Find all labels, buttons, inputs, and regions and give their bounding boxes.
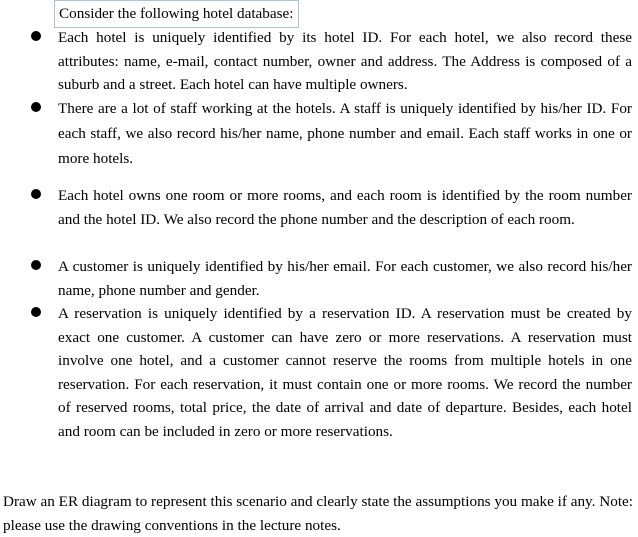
bullet-icon <box>31 31 41 41</box>
bullet-text-hotel: Each hotel is uniquely identified by its hotel ID. For each hotel, we also record these attributes: name, e-mail, contact number, owner and address. The Address is composed of a suburb and a street. Each hotel can have multiple owners. <box>58 29 632 93</box>
bullet-icon <box>31 189 41 199</box>
bullet-text-customer: A customer is uniquely identified by his/her email. For each customer, we also record his/her name, phone number and gender. <box>58 258 632 299</box>
bullet-text-room: Each hotel owns one room or more rooms, and each room is identified by the room number and the hotel ID. We also record the phone number and the description of each room. <box>58 187 632 228</box>
bullet-text-staff: There are a lot of staff working at the hotels. A staff is uniquely identified by his/her ID. For each staff, we also record his/her name, phone number and email. Each staff works in one or more hotels. <box>58 100 632 167</box>
bullet-text-reservation: A reservation is uniquely identified by a reservation ID. A reservation must be created by exact one customer. A customer can have zero or more reservations. A reservation must involve one hotel, and a customer cannot reserve the rooms from multiple hotels in one reservation. For each reservation, it must contain one or more rooms. We record the number of reserved rooms, total price, the date of arrival and date of departure. Besides, each hotel and room can be included in zero or more reservations. <box>58 305 632 440</box>
bullet-icon <box>31 260 41 270</box>
intro-text: Consider the following hotel database: <box>54 0 299 28</box>
bullet-icon <box>31 307 41 317</box>
bullet-icon <box>31 102 41 112</box>
closing-instruction: Draw an ER diagram to represent this scenario and clearly state the assumptions you make if any. Note: please use the drawing conventions in the lecture notes. <box>3 493 633 534</box>
